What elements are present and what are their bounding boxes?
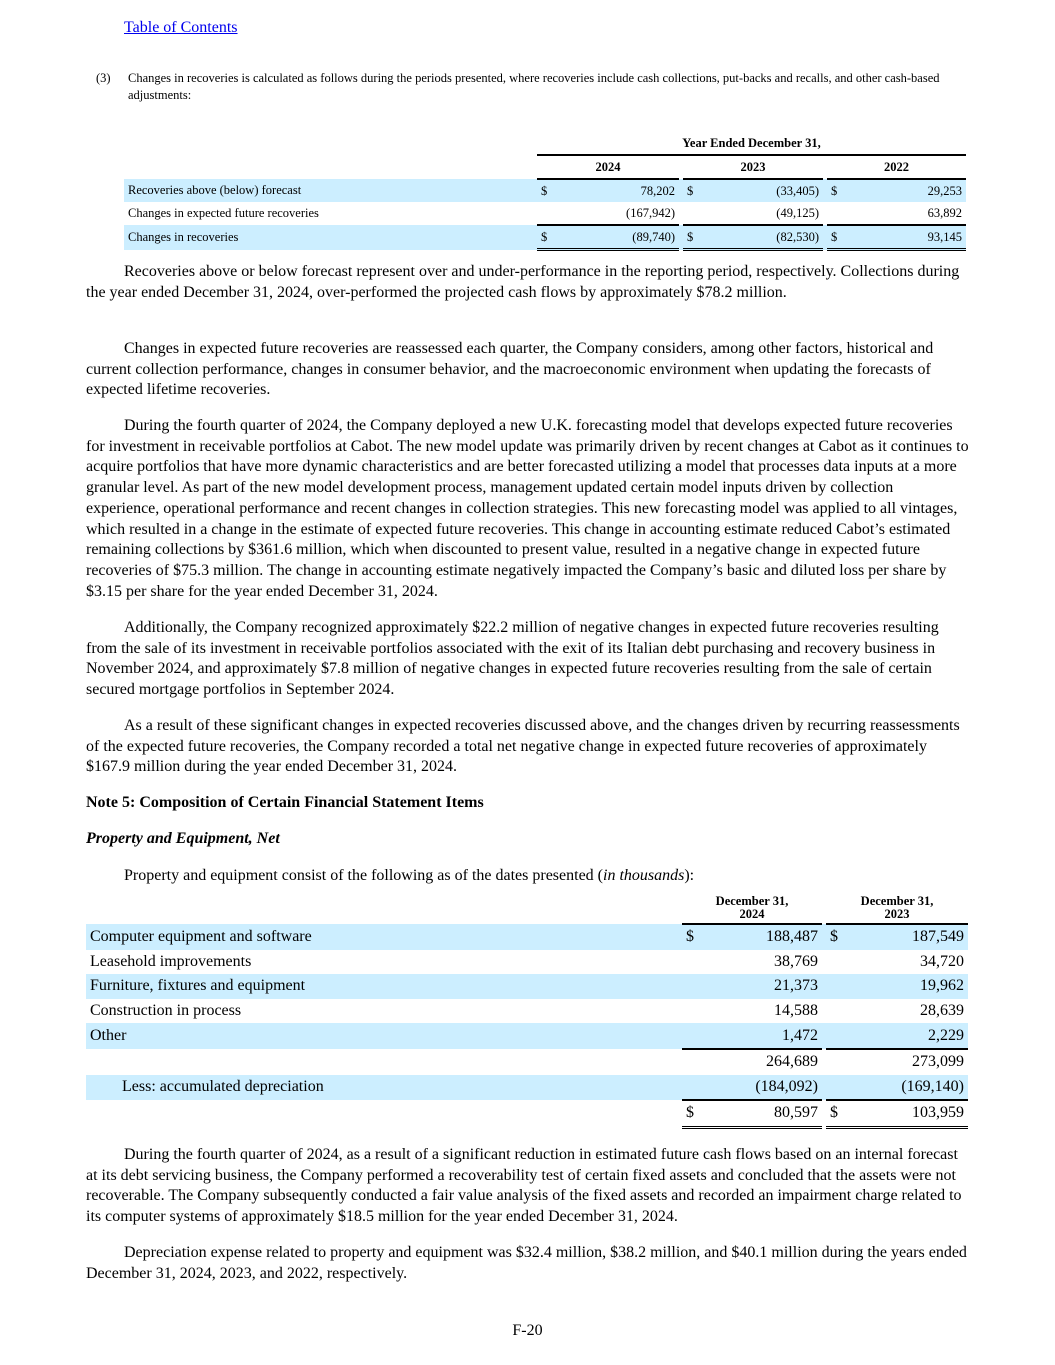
currency: [826, 950, 850, 975]
table-row: [86, 924, 968, 950]
depreciation-row: [86, 1075, 968, 1101]
cell-value: 103,959: [850, 1100, 968, 1127]
currency: [682, 1023, 706, 1049]
cell-value: 21,373: [706, 974, 822, 999]
paragraph: Additionally, the Company recognized approximately $22.2 million of negative changes in expected future recoveries resulting from the sale of its investment in receivable portfolios associated with the exit of its Italian debt purchasing and recovery business in November 2024, and approximately $7.8 million of negative changes in expected future recoveries resulting from the sale of certain secured mortgage portfolios in September 2024.: [86, 619, 939, 699]
cell-value: 63,892: [849, 202, 966, 225]
cell-value: 80,597: [706, 1100, 822, 1127]
currency: [826, 1023, 850, 1049]
table-of-contents-link[interactable]: Table of Contents: [124, 19, 238, 36]
row-label: Changes in recoveries: [124, 225, 537, 250]
currency: $: [683, 179, 705, 202]
column-header: 2024: [537, 155, 679, 179]
row-label: Furniture, fixtures and equipment: [86, 974, 682, 999]
cell-value: 188,487: [706, 924, 822, 950]
paragraph: Recoveries above or below forecast represent over and under-performance in the reporting period, respectively. Collections during the year ended December 31, 2024, over-performed the projected cash flows by approximately $78.2 million.: [86, 263, 960, 301]
currency: $: [537, 179, 559, 202]
cell-value: 1,472: [706, 1023, 822, 1049]
group-header: Year Ended December 31,: [537, 132, 966, 155]
currency: $: [827, 225, 849, 250]
currency: $: [826, 1100, 850, 1127]
column-header: 2022: [827, 155, 966, 179]
cell-value: 19,962: [850, 974, 968, 999]
table-row: [86, 1023, 968, 1049]
row-label: Construction in process: [90, 1002, 242, 1020]
intro-text: ):: [684, 867, 695, 884]
cell-value: 29,253: [849, 179, 966, 202]
row-label: Computer equipment and software: [86, 924, 682, 950]
column-header: December 31, 2023: [826, 893, 968, 924]
cell-value: (89,740): [559, 225, 679, 250]
cell-value: (82,530): [705, 225, 823, 250]
property-equipment-table: [86, 893, 968, 1129]
row-label: Other: [86, 1023, 682, 1049]
cell-value: (33,405): [705, 179, 823, 202]
currency: $: [826, 924, 850, 950]
table-row: [124, 225, 966, 250]
cell-value: 78,202: [559, 179, 679, 202]
cell-value: 38,769: [774, 952, 818, 970]
table-row: [86, 974, 968, 999]
table-row: [86, 999, 968, 1024]
cell-value: (167,942): [559, 202, 679, 225]
cell-value: 187,549: [850, 924, 968, 950]
intro-text: Property and equipment consist of the following as of the dates presented (: [124, 867, 603, 884]
cell-value: (169,140): [850, 1075, 968, 1101]
row-label: Changes in expected future recoveries: [128, 206, 319, 220]
paragraph: During the fourth quarter of 2024, as a result of a significant reduction in estimated future cash flows based on an internal forecast at its debt servicing business, the Company performed a recoverability test of certain fixed assets and concluded that the assets were not recoverable. The Company subsequently conducted a fair value analysis of the fixed assets and recorded an impairment charge related to its computer systems of approximately $18.5 million for the year ended December 31, 2024.: [86, 1146, 962, 1226]
row-label: Less: accumulated depreciation: [86, 1075, 682, 1101]
paragraph: During the fourth quarter of 2024, the Company deployed a new U.K. forecasting model that develops expected future recoveries for investment in receivable portfolios at Cabot. The new model update was primarily driven by recent changes at Cabot as it continues to acquire portfolios that have more dynamic characteristics and are better forecasted utilizing a model that processes data inputs at a more granular level. As part of the new model development process, management updated certain model inputs driven by collection experience, operational performance and recent changes in collection strategies. This new forecasting model was applied to all vintages, which resulted in a change in the estimate of expected future recoveries. This change in accounting estimate reduced Cabot’s estimated remaining collections by $361.6 million, which when discounted to present value, resulted in a negative change in expected future recoveries of $75.3 million. The change in accounting estimate negatively impacted the Company’s basic and diluted loss per share by $3.15 per share for the year ended December 31, 2024.: [86, 417, 969, 600]
changes-in-recoveries-table: [124, 132, 966, 251]
column-header: 2023: [683, 155, 823, 179]
currency: [826, 974, 850, 999]
currency: $: [827, 179, 849, 202]
table-row: [86, 950, 968, 975]
paragraph: Changes in expected future recoveries are reassessed each quarter, the Company considers, among other factors, historical and current collection performance, changes in consumer behavior, and the macroeconomic environment when updating the forecasts of expected lifetime recoveries.: [86, 340, 934, 399]
cell-value: 28,639: [920, 1002, 964, 1020]
sub-heading: Property and Equipment, Net: [86, 830, 280, 847]
cell-value: 93,145: [849, 225, 966, 250]
table-row: [124, 179, 966, 202]
currency: $: [682, 1100, 706, 1127]
footnote-3: [96, 70, 966, 104]
cell-value: (184,092): [706, 1075, 822, 1101]
intro-italic: in thousands: [603, 867, 685, 884]
subtotal-row: [86, 1049, 968, 1075]
intro-paragraph: [86, 866, 970, 887]
page-number: F-20: [512, 1322, 543, 1339]
row-label: Recoveries above (below) forecast: [124, 179, 537, 202]
paragraph: As a result of these significant changes in expected recoveries discussed above, and the changes driven by recurring reassessments of the expected future recoveries, the Company recorded a total net negative change in expected future recoveries of approximately $167.9 million during the year ended December 31, 2024.: [86, 717, 960, 776]
currency: $: [683, 225, 705, 250]
cell-value: 264,689: [706, 1049, 822, 1075]
cell-value: (49,125): [705, 202, 823, 225]
currency: [682, 950, 706, 975]
row-label: Leasehold improvements: [90, 952, 252, 970]
note-heading: Note 5: Composition of Certain Financial Statement Items: [86, 794, 484, 811]
paragraph: Depreciation expense related to property and equipment was $32.4 million, $38.2 million, and $40.1 million during the years ended December 31, 2024, 2023, and 2022, respectively.: [86, 1244, 967, 1282]
footnote-text: Changes in recoveries is calculated as follows during the periods presented, where recoveries include cash collections, put-backs and recalls, and other cash-based adjustments:: [128, 71, 940, 102]
currency: [826, 999, 850, 1024]
total-row: [86, 1100, 968, 1127]
cell-value: 273,099: [850, 1049, 968, 1075]
cell-value: 34,720: [920, 952, 964, 970]
column-header: December 31, 2024: [682, 893, 822, 924]
currency: [682, 974, 706, 999]
cell-value: 2,229: [850, 1023, 968, 1049]
currency: [682, 999, 706, 1024]
currency: $: [537, 225, 559, 250]
cell-value: 14,588: [774, 1002, 818, 1020]
table-row: [124, 202, 966, 225]
currency: $: [682, 924, 706, 950]
footnote-number: (3): [96, 71, 111, 85]
